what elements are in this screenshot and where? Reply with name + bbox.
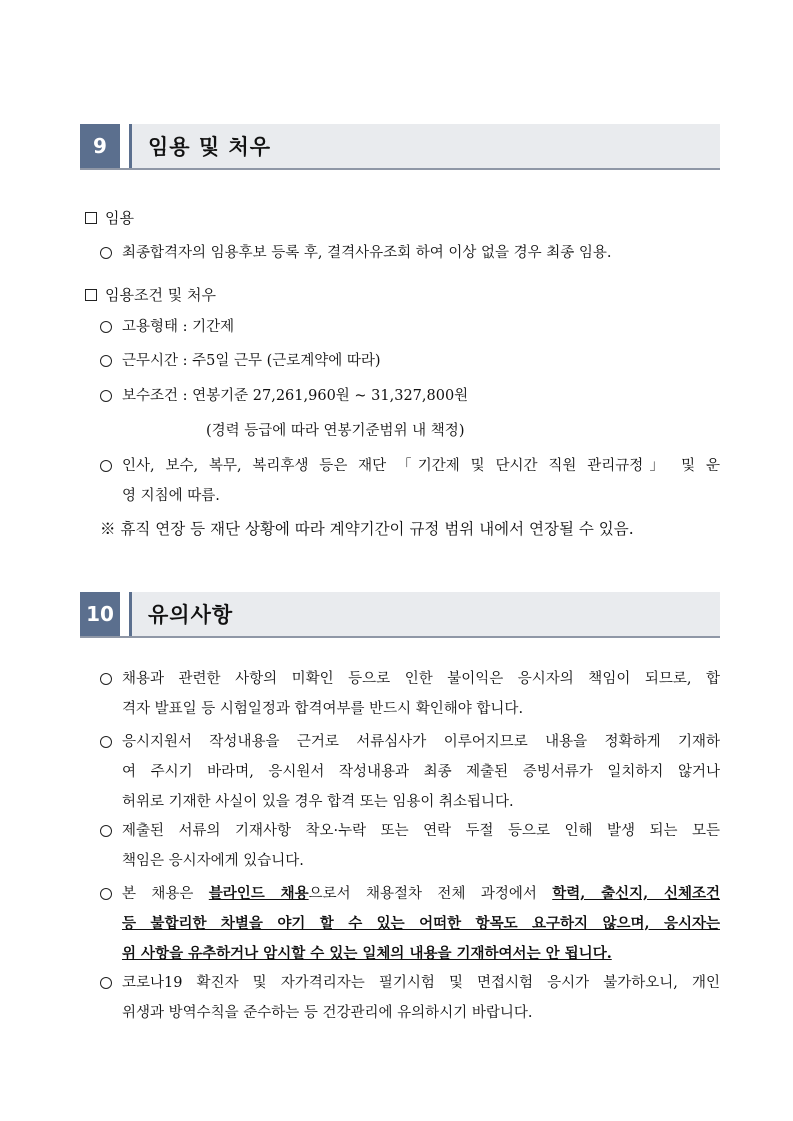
circle-bullet-icon [100, 355, 112, 367]
list-item: 본 채용은 블라인드 채용으로서 채용절차 전체 과정에서 학력, 출신지, 신체조건 등 불합리한 차별을 야기 할 수 있는 어떠한 항목도 요구하지 않으며, 응시자는 위 사항을 유추하거나 암시할 수 있는 일체의 내용을 기재하여서는 안 됩니다. [100, 879, 720, 969]
section-number: 10 [80, 592, 120, 636]
circle-bullet-icon [100, 390, 112, 402]
divider [129, 592, 132, 636]
section-title: 임용 및 처우 [148, 135, 272, 159]
emphasis: 위 사항을 유추하거나 암시할 수 있는 일체의 내용을 기재하여서는 안 됩니다. [122, 945, 612, 962]
list-item: 근무시간 : 주5일 근무 (근로계약에 따라) [100, 346, 720, 376]
circle-bullet-icon [100, 673, 112, 685]
square-bullet-icon [85, 212, 97, 224]
circle-bullet-icon [100, 736, 112, 748]
pay-note: (경력 등급에 따라 연봉기준범위 내 책정) [206, 423, 465, 439]
square-bullet-icon [85, 289, 97, 301]
list-item: 코로나19 확진자 및 자가격리자는 필기시험 및 면접시험 응시가 불가하오니, 개인 위생과 방역수칙을 준수하는 등 건강관리에 유의하시기 바랍니다. [100, 968, 720, 1028]
list-item: 인사, 보수, 복무, 복리후생 등은 재단 「기간제 및 단시간 직원 관리규정」 및 운 영 지침에 따름. [100, 451, 720, 511]
circle-bullet-icon [100, 977, 112, 989]
section-header-10 [80, 592, 720, 638]
list-item: 응시지원서 작성내용을 근거로 서류심사가 이루어지므로 내용을 정확하게 기재하 여 주시기 바라며, 응시원서 작성내용과 최종 제출된 증빙서류가 일치하지 않거나 허위로 기재한 사실이 있을 경우 합격 또는 임용이 취소됩니다. [100, 727, 720, 817]
list-item: 보수조건 : 연봉기준 27,261,960원 ~ 31,327,800원 [100, 381, 720, 411]
list-item: 채용과 관련한 사항의 미확인 등으로 인한 불이익은 응시자의 책임이 되므로, 합 격자 발표일 등 시험일정과 합격여부를 반드시 확인해야 합니다. [100, 664, 720, 724]
circle-bullet-icon [100, 247, 112, 259]
subheading-conditions: 임용조건 및 처우 [85, 284, 216, 305]
emphasis: 등 불합리한 차별을 야기 할 수 있는 어떠한 항목도 요구하지 않으며, 응시자는 [122, 915, 720, 932]
note: ※ 휴직 연장 등 재단 상황에 따라 계약기간이 규정 범위 내에서 연장될 수 있음. [100, 520, 634, 538]
blind-hiring-emphasis: 블라인드 채용 [208, 885, 309, 902]
section-title: 유의사항 [148, 603, 234, 627]
list-item: 최종합격자의 임용후보 등록 후, 결격사유조회 하여 이상 없을 경우 최종 임용. [100, 238, 720, 268]
circle-bullet-icon [100, 825, 112, 837]
circle-bullet-icon [100, 460, 112, 472]
circle-bullet-icon [100, 321, 112, 333]
divider [129, 124, 132, 168]
subheading-appointment: 임용 [85, 207, 134, 228]
list-item: 고용형태 : 기간제 [100, 312, 720, 342]
list-item: 제출된 서류의 기재사항 착오·누락 또는 연락 두절 등으로 인해 발생 되는 모든 책임은 응시자에게 있습니다. [100, 816, 720, 876]
section-header-9 [80, 124, 720, 170]
section-number: 9 [80, 124, 120, 168]
circle-bullet-icon [100, 888, 112, 900]
emphasis: 학력, 출신지, 신체조건 [552, 885, 720, 902]
